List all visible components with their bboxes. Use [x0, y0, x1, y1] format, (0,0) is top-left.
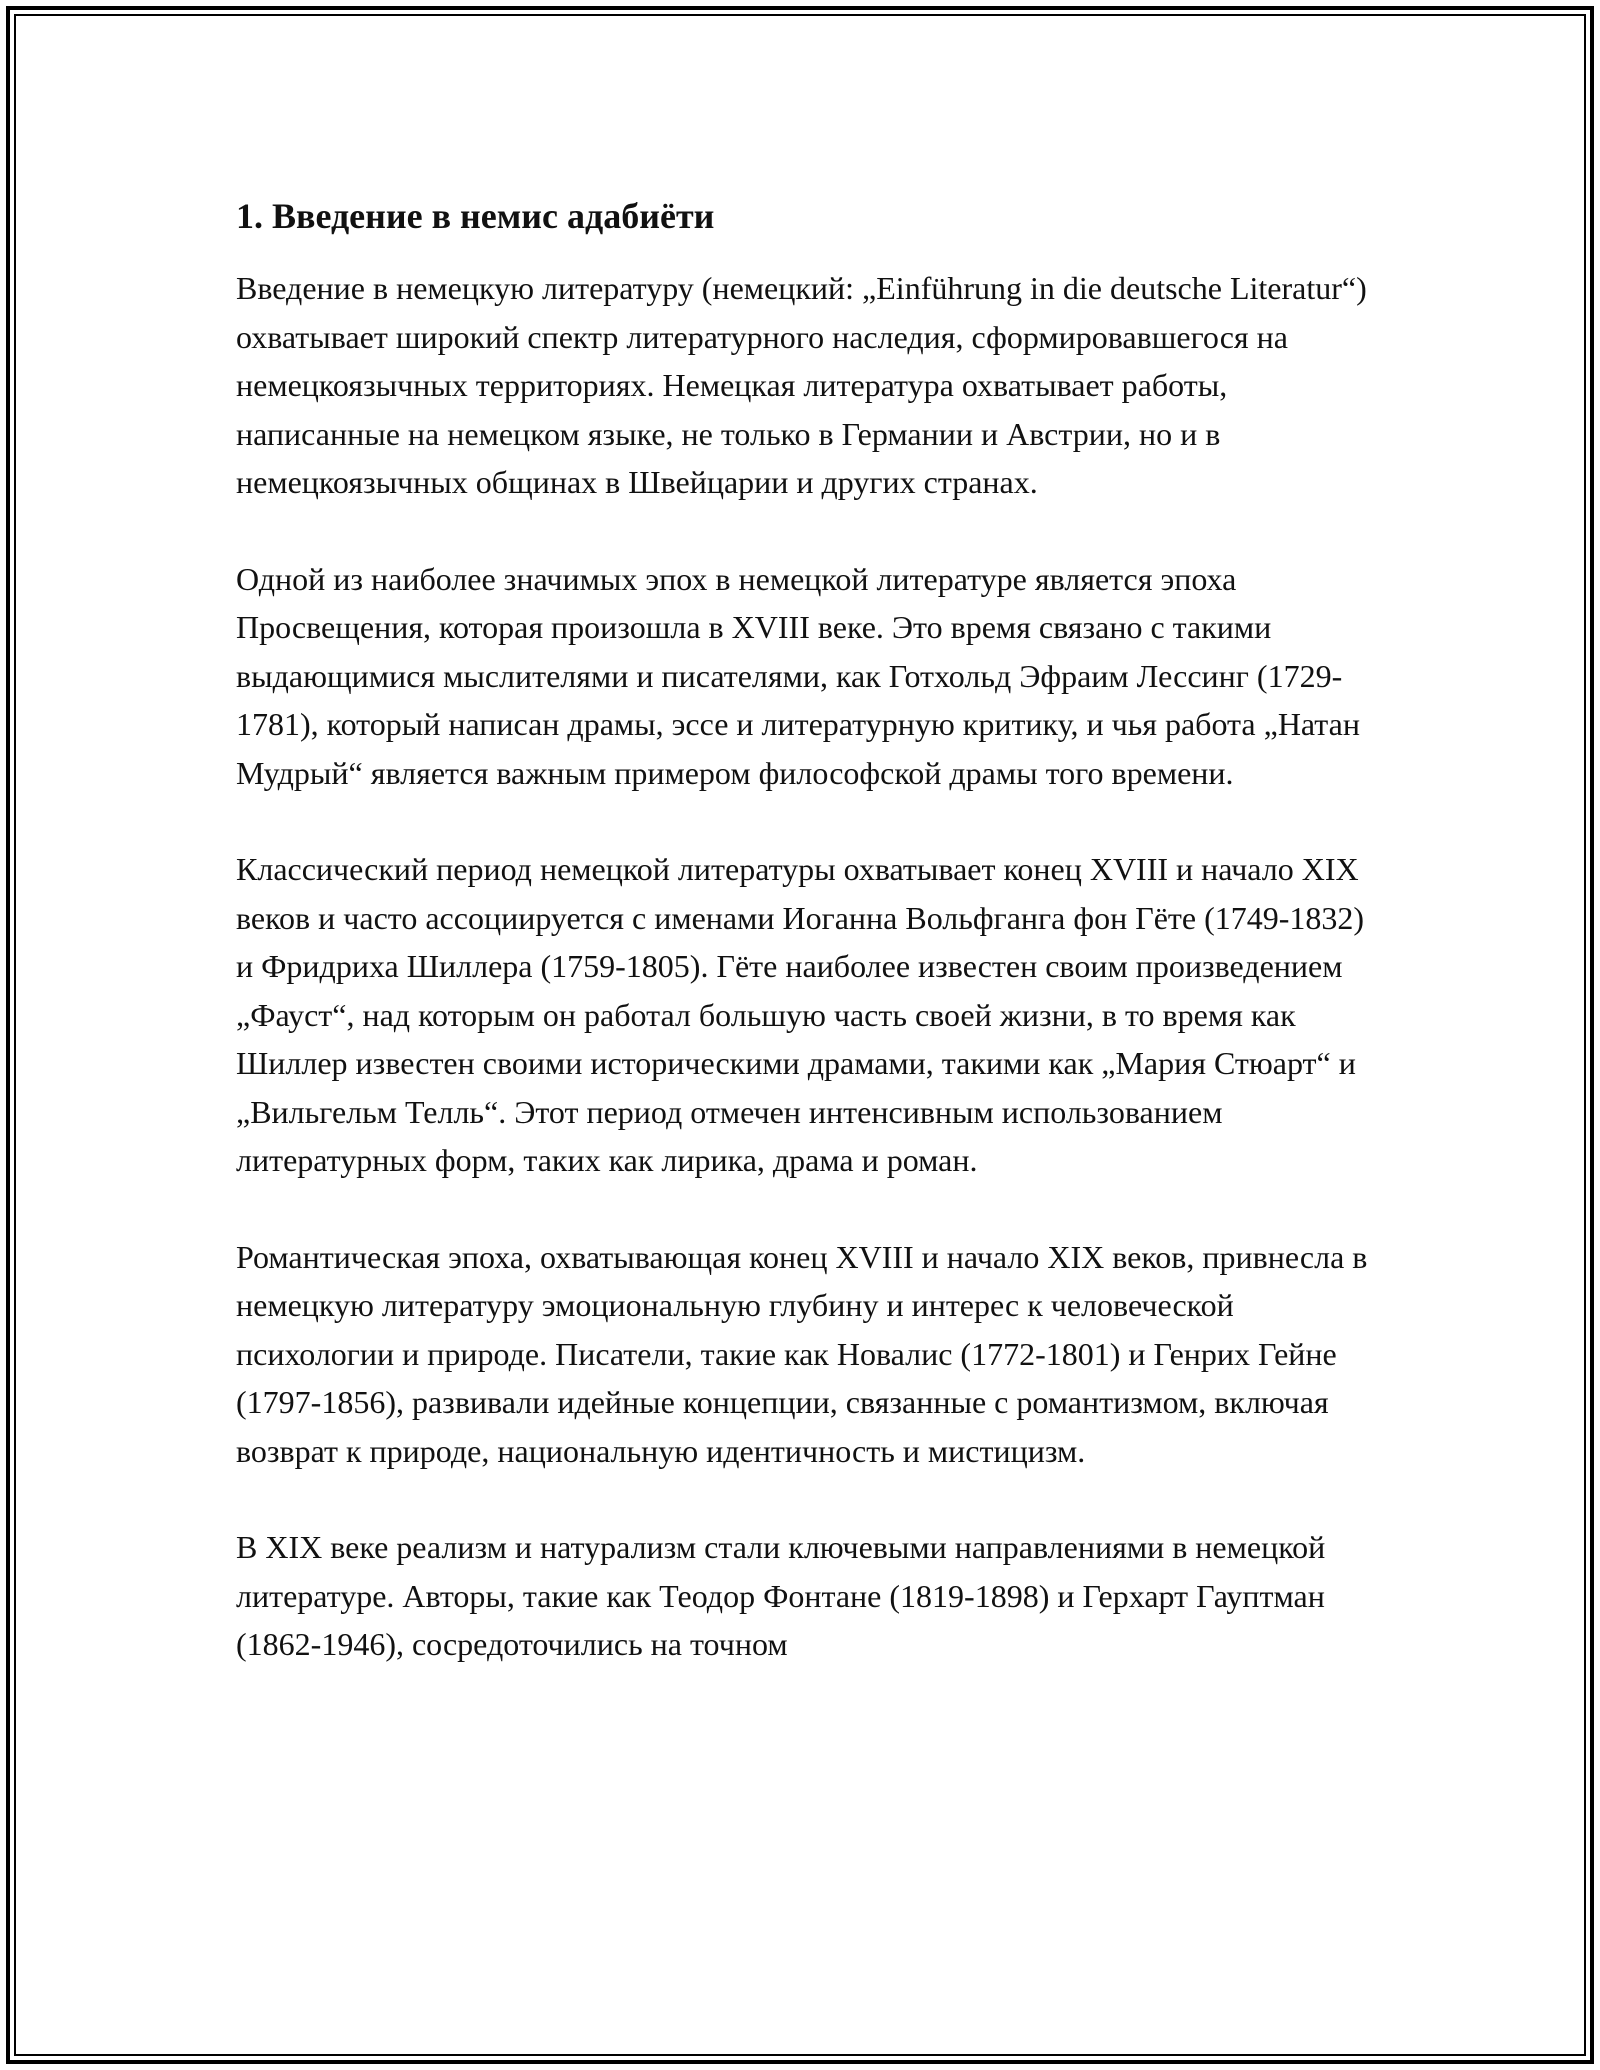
document-body — [236, 188, 1384, 1669]
paragraph-intro: Введение в немецкую литературу (немецкий: „Einführung in die deutsche Literatur“) охватывает широкий спектр литературного наследия, сформировавшегося на немецкоязычных территориях. Немецкая литература охватывает работы, написанные на немецком языке, не только в Германии и Австрии, но и в немецкоязычных общинах в Швейцарии и других странах. — [236, 270, 1367, 500]
paragraph-realism: В XIX веке реализм и натурализм стали ключевыми направлениями в немецкой литературе. Авторы, такие как Теодор Фонтане (1819-1898) и Герхарт Гауптман (1862-1946), сосредоточились на точном — [236, 1529, 1326, 1662]
section-heading: 1. Введение в немис адабиёти — [236, 196, 715, 236]
paragraph-romantic-era: Романтическая эпоха, охватывающая конец XVIII и начало XIX веков, привнесла в немецкую литературу эмоциональную глубину и интерес к человеческой психологии и природе. Писатели, такие как Новалис (1772-1801) и Генрих Гейне (1797-1856), развивали идейные концепции, связанные с романтизмом, включая возврат к природе, национальную идентичность и мистицизм. — [236, 1238, 1368, 1469]
paragraph-enlightenment: Одной из наиболее значимых эпох в немецкой литературе является эпоха Просвещения, которая произошла в XVIII веке. Это время связано с такими выдающимися мыслителями и писателями, как Готхольд Эфраим Лессинг (1729-1781), который написан драмы, эссе и литературную критику, и чья работа „Натан Мудрый“ является важным примером философской драмы того времени. — [236, 560, 1360, 791]
paragraph-classical-period: Классический период немецкой литературы охватывает конец XVIII и начало XIX веков и часто ассоциируется с именами Иоганна Вольфганга фон Гёте (1749-1832) и Фридриха Шиллера (1759-1805). Гёте наиболее известен своим произведением „Фауст“, над которым он работал большую часть своей жизни, в то время как Шиллер известен своими историческими драмами, такими как „Мария Стюарт“ и „Вильгельм Телль“. Этот период отмечен интенсивным использованием литературных форм, таких как лирика, драма и роман. — [236, 851, 1365, 1178]
